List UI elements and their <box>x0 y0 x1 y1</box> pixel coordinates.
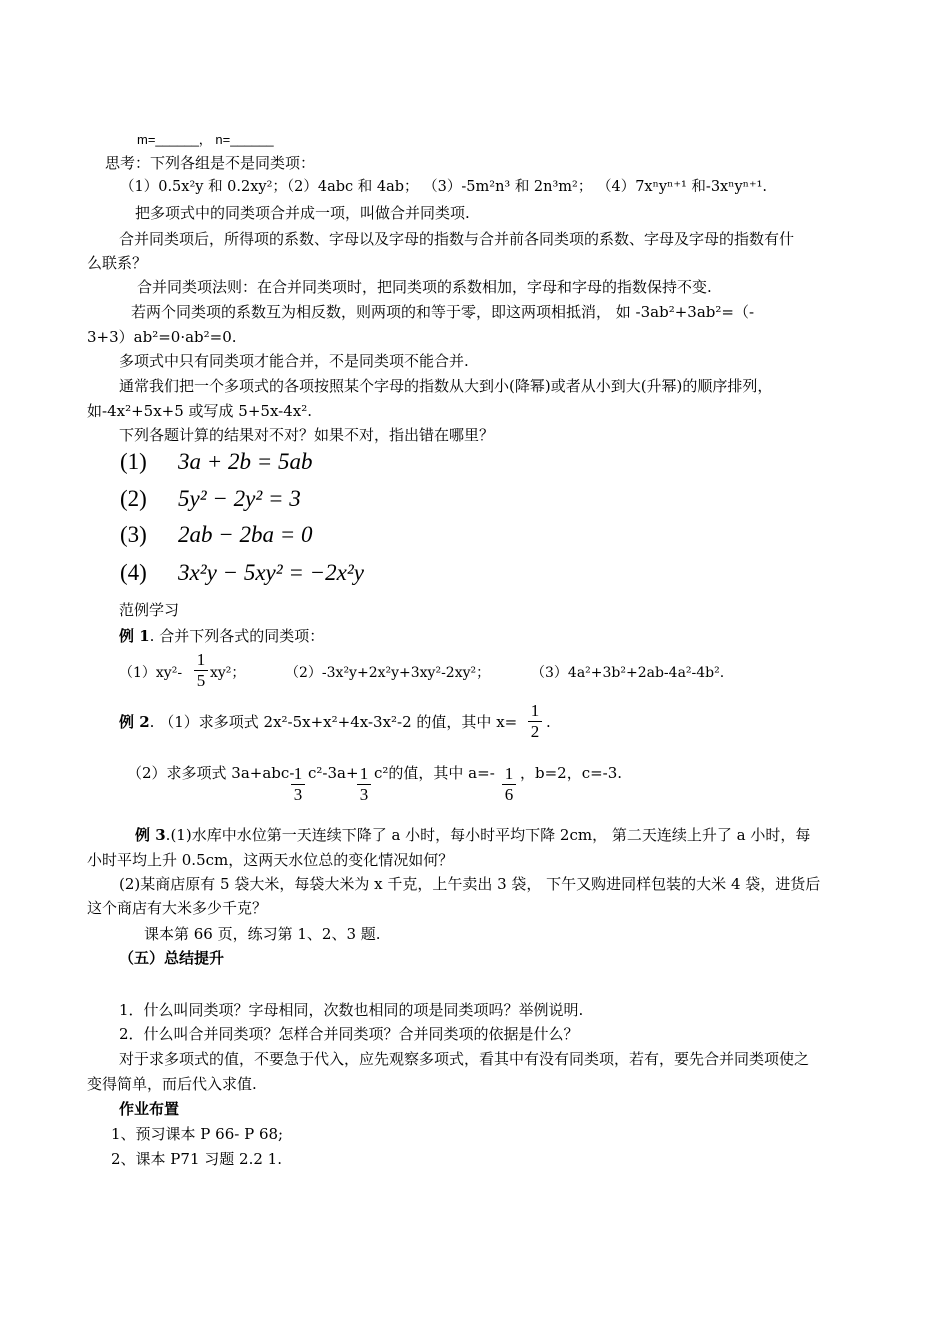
only-like-terms: 多项式中只有同类项才能合并，不是同类项不能合并. <box>119 352 469 370</box>
example-1-heading <box>119 626 324 646</box>
example-3-label: 例 3 <box>135 826 166 844</box>
m-n-blanks: m=______， n=______ <box>137 132 274 147</box>
equation-2 <box>120 486 301 512</box>
example-1-part-a-pre: （1）xy²- <box>119 665 183 681</box>
fraction-one-sixth <box>502 764 516 805</box>
fraction-one-fifth-denominator: 5 <box>194 670 208 691</box>
example-1-text: . 合并下列各式的同类项： <box>149 627 325 645</box>
example-1-part-a-post: xy²； <box>210 665 246 681</box>
fraction-one-third-a <box>291 764 305 805</box>
fraction-one-sixth-denominator: 6 <box>502 784 516 805</box>
summary-point-2: 2．什么叫合并同类项？怎样合并同类项？合并同类项的依据是什么？ <box>119 1025 579 1043</box>
question-line-2: 么联系？ <box>87 254 148 272</box>
fraction-one-third-b <box>357 764 371 805</box>
fraction-one-fifth <box>194 650 208 691</box>
fraction-one-third-a-numerator: 1 <box>293 764 303 783</box>
fraction-one-third-b-numerator: 1 <box>359 764 369 783</box>
example-2-part-b-1: （2）求多项式 3a+abc- <box>127 764 295 782</box>
example-3-line-4: 这个商店有大米多少千克？ <box>87 899 268 917</box>
example-2-part-a-text: . （1）求多项式 2x²-5x+x²+4x-3x²-2 的值，其中 x= <box>149 713 518 731</box>
equation-4 <box>120 560 364 586</box>
example-1-part-c: （3）4a²+3b²+2ab-4a²-4b². <box>531 665 725 681</box>
fraction-one-half <box>528 701 542 742</box>
example-2-part-b-4: ，b=2，c=-3. <box>520 764 623 782</box>
equation-3-expr: 2ab − 2ba = 0 <box>178 522 313 547</box>
homework-title: 作业布置 <box>119 1100 180 1118</box>
example-3-line-1 <box>135 825 810 845</box>
example-2-label: 例 2 <box>119 713 150 731</box>
textbook-practice: 课本第 66 页，练习第 1、2、3 题. <box>144 925 381 943</box>
equation-2-number: (2) <box>120 486 147 511</box>
ordering-line-1: 通常我们把一个多项式的各项按照某个字母的指数从大到小(降幂)或者从小到大(升幂)的顺序排列， <box>119 377 773 395</box>
equation-4-number: (4) <box>120 560 147 585</box>
fraction-one-third-b-denominator: 3 <box>357 784 371 805</box>
homework-item-1: 1、预习课本 P 66- P 68; <box>111 1125 284 1143</box>
equation-2-expr: 5y² − 2y² = 3 <box>178 486 301 511</box>
equation-1 <box>120 449 313 475</box>
opposite-coefficients-line-1: 若两个同类项的系数互为相反数，则两项的和等于零，即这两项相抵消， 如 -3ab²+3ab²=（- <box>131 303 755 321</box>
example-2-part-a-end: . <box>546 713 551 731</box>
fraction-one-half-denominator: 2 <box>528 721 542 742</box>
example-2-part-b-2: c²-3a+ <box>308 764 359 782</box>
ordering-line-2: 如-4x²+5x+5 或写成 5+5x-4x². <box>87 402 313 420</box>
combine-rule: 合并同类项法则：在合并同类项时，把同类项的系数相加，字母和字母的指数保持不变. <box>137 278 712 296</box>
fraction-one-fifth-numerator: 1 <box>196 650 206 669</box>
equation-4-expr: 3x²y − 5xy² = −2x²y <box>178 560 364 585</box>
think-prompt: 思考：下列各组是不是同类项： <box>105 154 316 172</box>
example-2-part-a <box>119 712 517 732</box>
homework-item-2: 2、课本 P71 习题 2.2 1. <box>111 1150 282 1168</box>
fraction-one-sixth-numerator: 1 <box>504 764 514 783</box>
equation-1-expr: 3a + 2b = 5ab <box>178 449 313 474</box>
summary-point-3-line-1: 对于求多项式的值，不要急于代入，应先观察多项式，看其中有没有同类项，若有，要先合并同类项使之 <box>119 1050 810 1068</box>
example-1-part-b: （2）-3x²y+2x²y+3xy²-2xy²； <box>285 665 491 681</box>
fraction-one-third-a-denominator: 3 <box>291 784 305 805</box>
opposite-coefficients-line-2: 3+3）ab²=0·ab²=0. <box>87 328 237 346</box>
equation-3 <box>120 522 313 548</box>
example-3-line-3: (2)某商店原有 5 袋大米，每袋大米为 x 千克，上午卖出 3 袋， 下午又购进同样包装的大米 4 袋，进货后 <box>119 875 821 893</box>
example-3-line-2: 小时平均上升 0.5cm，这两天水位总的变化情况如何？ <box>87 851 454 869</box>
equation-1-number: (1) <box>120 449 147 474</box>
summary-point-3-line-2: 变得简单，而后代入求值. <box>87 1075 257 1093</box>
check-prompt: 下列各题计算的结果对不对？如果不对，指出错在哪里？ <box>119 426 495 444</box>
example-2-part-b-3: c²的值，其中 a=- <box>374 764 495 782</box>
fraction-one-half-numerator: 1 <box>530 701 540 720</box>
equation-3-number: (3) <box>120 522 147 547</box>
example-3-line-1-text: .(1)水库中水位第一天连续下降了 a 小时，每小时平均下降 2cm， 第二天连续上升了 a 小时，每 <box>165 826 811 844</box>
example-1-label: 例 1 <box>119 627 150 645</box>
summary-point-1: 1．什么叫同类项？字母相同，次数也相同的项是同类项吗？举例说明. <box>119 1001 584 1019</box>
combine-definition: 把多项式中的同类项合并成一项，叫做合并同类项. <box>135 204 470 222</box>
question-line-1: 合并同类项后，所得项的系数、字母以及字母的指数与合并前各同类项的系数、字母及字母的指数有什 <box>119 230 795 248</box>
summary-title: （五）总结提升 <box>119 949 225 967</box>
like-term-groups: （1）0.5x²y 和 0.2xy²；（2）4abc 和 4ab； （3）-5m²n³ 和 2n³m²； （4）7xⁿyⁿ⁺¹ 和-3xⁿyⁿ⁺¹. <box>120 179 768 195</box>
examples-title: 范例学习 <box>119 601 180 619</box>
